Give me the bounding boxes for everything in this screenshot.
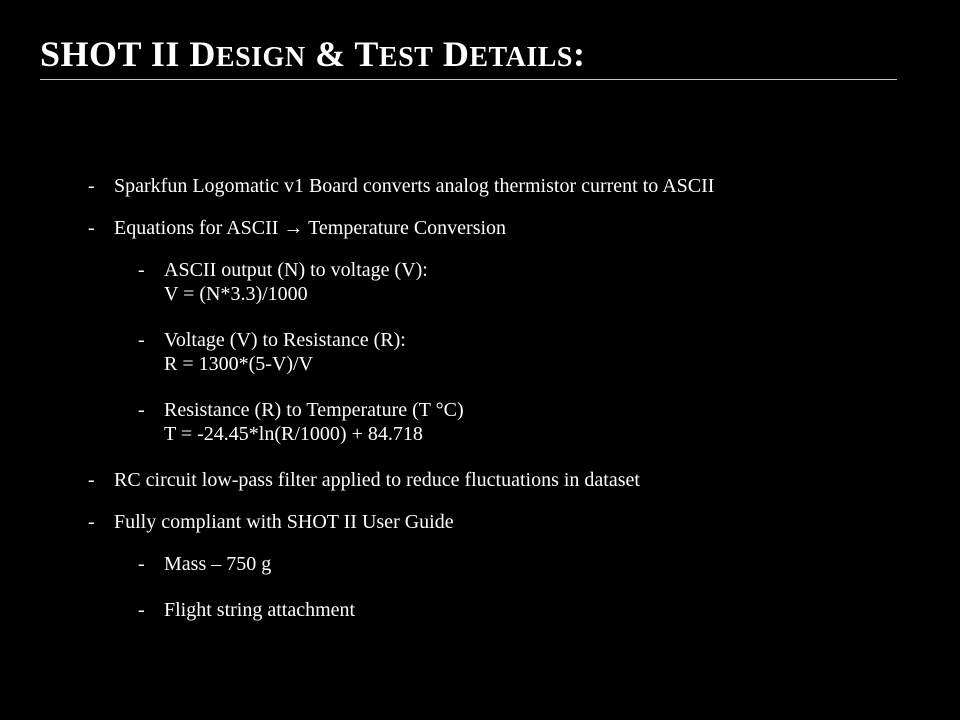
sub-bullet-item — [138, 398, 928, 446]
bullet-item — [88, 174, 928, 198]
bullet-text: Voltage (V) to Resistance (R): — [164, 329, 406, 351]
bullet-item — [88, 468, 928, 492]
bullet-item — [88, 510, 928, 534]
bullet-dash: - — [88, 175, 95, 197]
bullet-text: Equations for ASCII → Temperature Conversion — [114, 217, 507, 239]
bullet-text: Flight string attachment — [164, 599, 356, 621]
title-part: D — [433, 34, 470, 74]
formula-text: R = 1300*(5-V)/V — [164, 353, 314, 375]
bullet-dash: - — [138, 399, 145, 421]
bullet-text: Mass – 750 g — [164, 553, 272, 575]
title-part: ETAILS — [469, 42, 573, 73]
bullet-dash: - — [88, 511, 95, 533]
title-part: : — [573, 34, 586, 74]
bullet-dash: - — [88, 469, 95, 491]
bullet-text: RC circuit low-pass filter applied to reduce fluctuations in dataset — [114, 469, 640, 491]
title-part: EST — [378, 42, 434, 73]
title-part: & T — [305, 34, 379, 74]
sub-bullet-item — [138, 328, 928, 376]
bullet-dash: - — [138, 329, 145, 351]
bullet-dash: - — [138, 259, 145, 281]
bullet-text: Resistance (R) to Temperature (T °C) — [164, 399, 464, 421]
title-underline — [40, 79, 897, 80]
bullet-text: Sparkfun Logomatic v1 Board converts analog thermistor current to ASCII — [114, 175, 715, 197]
formula-text: T = -24.45*ln(R/1000) + 84.718 — [164, 423, 423, 445]
sub-bullet-item — [138, 552, 928, 576]
bullet-text: Fully compliant with SHOT II User Guide — [114, 511, 454, 533]
sub-bullet-item — [138, 598, 928, 622]
title-part: SHOT II D — [40, 34, 216, 74]
bullet-list — [88, 174, 928, 644]
bullet-dash: - — [88, 217, 95, 239]
bullet-dash: - — [138, 553, 145, 575]
formula-text: V = (N*3.3)/1000 — [164, 283, 308, 305]
sub-bullet-item — [138, 258, 928, 306]
bullet-text: ASCII output (N) to voltage (V): — [164, 259, 428, 281]
slide-title — [40, 30, 586, 82]
bullet-item — [88, 216, 928, 240]
bullet-dash: - — [138, 599, 145, 621]
title-part: ESIGN — [215, 42, 306, 73]
